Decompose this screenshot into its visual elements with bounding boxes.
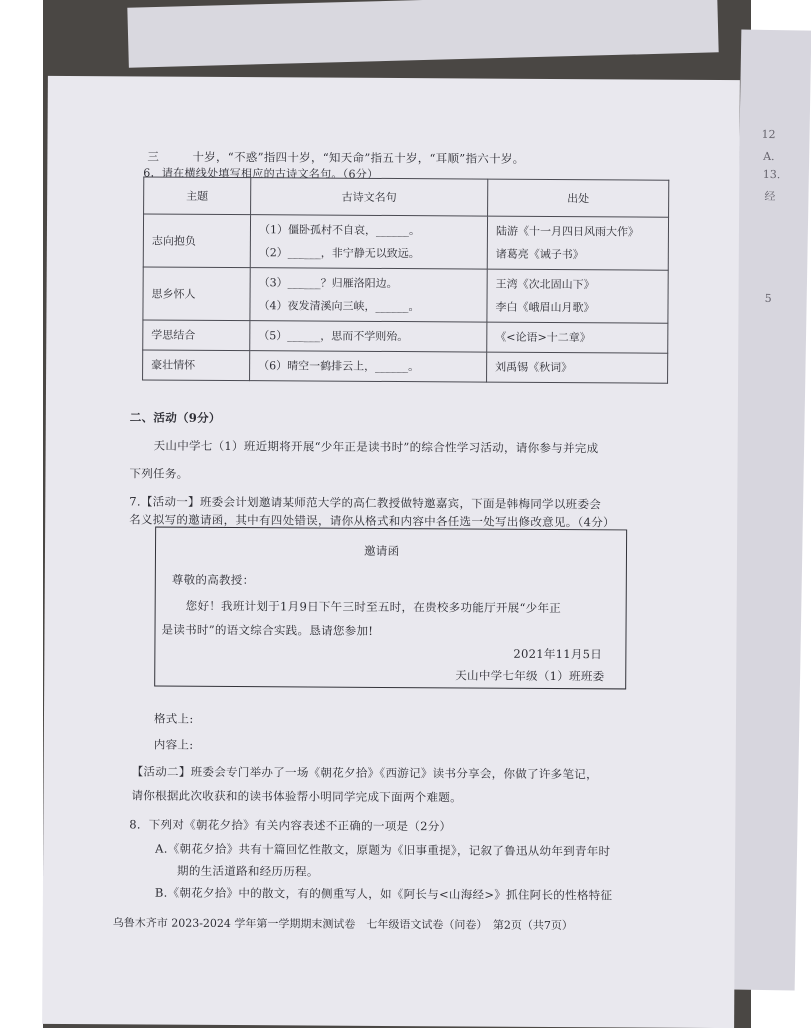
question-6-title: 6．请在横线处填写相应的古诗文名句。（6分） bbox=[143, 166, 379, 181]
table-row bbox=[143, 214, 668, 270]
table-header-row bbox=[144, 177, 669, 217]
format-answer-label: 格式上: bbox=[153, 711, 194, 726]
table-header: 出处 bbox=[488, 179, 669, 217]
poem-line: （4）夜发清溪向三峡，______。 bbox=[258, 299, 420, 314]
source-line: 王湾《次北固山下》 bbox=[495, 277, 595, 292]
letter-title: 邀请函 bbox=[363, 543, 400, 559]
letter-body: 您好！我班计划于1月9日下午三时至五时，在贵校多功能厅开展“少年正 bbox=[185, 598, 562, 616]
side-mark: 13. bbox=[762, 167, 781, 182]
letter-signature: 天山中学七年级（1）班班委 bbox=[455, 668, 605, 684]
section-2-title: 二、活动（9分） bbox=[129, 410, 221, 425]
source-cell bbox=[487, 269, 668, 323]
page-footer: 乌鲁木齐市 2023-2024 学年第一学期期末测试卷 七年级语文试卷（问卷） 第2页（共7页） bbox=[112, 916, 573, 933]
poem-line: （6）晴空一鹤排云上，______。 bbox=[258, 359, 420, 374]
poem-table bbox=[142, 176, 669, 383]
lines-cell bbox=[250, 351, 487, 382]
source-cell bbox=[487, 352, 668, 383]
source-line: 《<论语>十二章》 bbox=[495, 330, 591, 345]
question-7-text: 7.【活动一】班委会计划邀请某师范大学的高仁教授做特邀嘉宾，下面是韩梅同学以班委会 bbox=[129, 494, 602, 512]
poem-line: （3）______？归雁洛阳边。 bbox=[258, 276, 398, 291]
source-cell bbox=[487, 322, 668, 353]
letter-salutation: 尊敬的高教授： bbox=[171, 572, 255, 588]
letter-date: 2021年11月5日 bbox=[513, 646, 603, 662]
table-header: 主题 bbox=[144, 177, 251, 215]
option-b: B.《朝花夕拾》中的散文，有的侧重写人，如《阿长与<山海经>》抓住阿长的性格特征 bbox=[154, 885, 613, 903]
source-line: 李白《峨眉山月歌》 bbox=[495, 300, 595, 315]
activity-2-text: 【活动二】班委会专门举办了一场《朝花夕拾》《西游记》读书分享会，你做了许多笔记， bbox=[131, 764, 598, 782]
poem-line: （2）______，非宁静无以致远。 bbox=[258, 246, 420, 261]
source-cell bbox=[487, 216, 668, 270]
top-line-prefix: 三 bbox=[147, 149, 160, 164]
activity-2-text: 请你根据此次收获和的读书体验帮小明同学完成下面两个难题。 bbox=[131, 788, 462, 805]
table-row bbox=[143, 320, 668, 353]
poem-line: （1）僵卧孤村不自哀，______。 bbox=[258, 223, 421, 238]
top-line-text: 十岁，“不惑”指四十岁，“知天命”指五十岁，“耳顺”指六十岁。 bbox=[192, 149, 525, 166]
side-mark: 经 bbox=[764, 189, 776, 204]
side-mark: 12 bbox=[761, 127, 776, 142]
source-line: 刘禹锡《秋词》 bbox=[495, 360, 573, 375]
lines-cell bbox=[250, 215, 487, 269]
content-answer-label: 内容上: bbox=[153, 737, 194, 752]
lines-cell bbox=[250, 268, 487, 322]
source-line: 陆游《十一月四日风雨大作》 bbox=[495, 224, 639, 239]
table-row bbox=[143, 267, 668, 323]
invitation-letter bbox=[154, 527, 627, 690]
theme-cell: 豪壮情怀 bbox=[143, 350, 250, 381]
question-7-text: 名义拟写的邀请函，其中有四处错误，请你从格式和内容中各任选一处写出修改意见。（4分） bbox=[129, 512, 615, 530]
option-a: A.《朝花夕拾》共有十篇回忆性散文，原题为《旧事重提》，记叙了鲁迅从幼年到青年时 bbox=[155, 841, 611, 859]
side-mark: 5 bbox=[764, 291, 772, 306]
poem-line: （5）______，思而不学则殆。 bbox=[258, 329, 409, 344]
theme-cell: 思乡怀人 bbox=[143, 267, 250, 321]
question-8-stem: 8．下列对《朝花夕拾》有关内容表述不正确的一项是（2分） bbox=[129, 817, 452, 834]
theme-cell: 学思结合 bbox=[143, 320, 250, 351]
section-2-intro: 天山中学七（1）班近期将开展“少年正是读书时”的综合性学习活动，请你参与并完成 bbox=[153, 438, 599, 456]
table-header: 古诗文名句 bbox=[251, 178, 488, 216]
exam-page bbox=[42, 76, 740, 1028]
source-line: 诸葛亮《诫子书》 bbox=[495, 247, 584, 262]
section-2-intro: 下列任务。 bbox=[129, 466, 189, 481]
back-sheet bbox=[127, 0, 718, 68]
side-mark: A. bbox=[763, 149, 775, 164]
theme-cell: 志向抱负 bbox=[143, 214, 250, 268]
table-row bbox=[143, 350, 668, 383]
option-a: 期的生活道路和经历历程。 bbox=[177, 863, 319, 879]
lines-cell bbox=[250, 321, 487, 352]
letter-body: 是读书时”的语文综合实践。恳请您参加! bbox=[161, 622, 374, 638]
